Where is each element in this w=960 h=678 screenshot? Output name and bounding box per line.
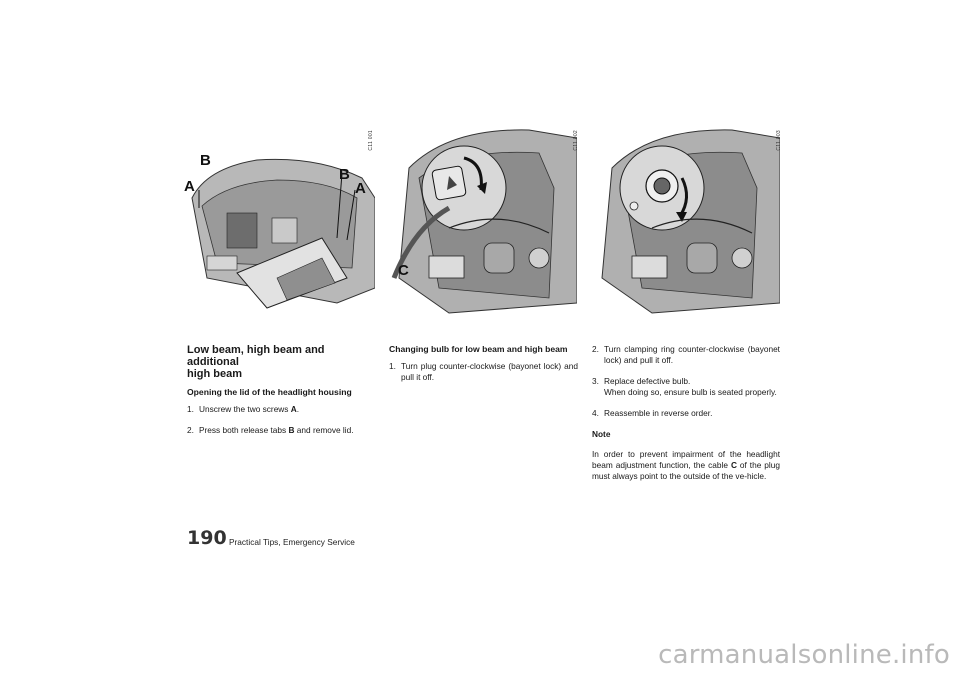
callout-b: B [200, 152, 211, 169]
reference-letter: A [290, 404, 297, 414]
column-2 [389, 344, 578, 393]
step-text-part: . [296, 404, 300, 414]
reference-letter: B [288, 425, 295, 435]
step-text: Turn clamping ring counter-clockwise (bayonet lock) and pull it off. [604, 344, 780, 365]
step-item [592, 408, 780, 419]
step-number: 3. [592, 376, 599, 386]
footer-section-title: Practical Tips, Emergency Service [229, 537, 355, 547]
step-number: 1. [187, 404, 194, 414]
figure-clamping-ring [592, 128, 780, 318]
step-text: Reassemble in reverse order. [604, 408, 713, 418]
step-item [592, 376, 780, 398]
subheading-opening-lid: Opening the lid of the headlight housing [187, 387, 352, 397]
note-heading: Note [592, 429, 611, 439]
step-text-part: and remove lid. [294, 425, 354, 435]
step-text-part: Press both release tabs [199, 425, 289, 435]
title-line-2: high beam [187, 368, 243, 380]
column-1 [187, 344, 365, 446]
step-item [187, 404, 365, 415]
section-title [187, 344, 365, 380]
column-3 [592, 344, 780, 491]
figure-headlight-lid [187, 128, 375, 318]
step-text-part: Replace defective bulb. [604, 376, 691, 386]
reference-letter: C [730, 460, 737, 470]
callout-a: A [184, 178, 195, 195]
step-text [604, 376, 780, 398]
figure-bulb-plug [389, 128, 577, 318]
figure-code: C11 001 [368, 130, 374, 151]
step-text [199, 404, 365, 415]
note-text-part: of the plug must always point to the outside of the ve-hicle. [592, 460, 780, 481]
subheading-changing-bulb: Changing bulb for low beam and high beam [389, 344, 568, 354]
step-text [199, 425, 365, 436]
callout-c: C [398, 262, 409, 279]
step-number: 1. [389, 361, 396, 371]
callout-b: B [339, 166, 350, 183]
step-number: 2. [592, 344, 599, 354]
step-extra-text: When doing so, ensure bulb is seated properly. [604, 387, 777, 397]
figure-code: C11 003 [776, 130, 782, 151]
step-item [389, 361, 578, 383]
page-number: 190 [187, 527, 227, 549]
step-text: Turn plug counter-clockwise (bayonet lock) and pull it off. [401, 361, 578, 382]
step-number: 2. [187, 425, 194, 435]
note-text [592, 449, 780, 482]
step-number: 4. [592, 408, 599, 418]
headlight-lid-illustration [187, 128, 375, 318]
step-text-part: Unscrew the two screws [199, 404, 291, 414]
watermark: carmanualsonline.info [658, 640, 950, 670]
clamping-ring-illustration [592, 128, 780, 318]
figure-code: C11 002 [573, 130, 579, 151]
bulb-plug-illustration [389, 128, 577, 318]
title-line-1: Low beam, high beam and additional [187, 344, 325, 368]
step-item [187, 425, 365, 436]
callout-a: A [355, 180, 366, 197]
step-item [592, 344, 780, 366]
note-text-part: In order to prevent impairment of the headlight beam adjustment function, the cable [592, 449, 780, 470]
